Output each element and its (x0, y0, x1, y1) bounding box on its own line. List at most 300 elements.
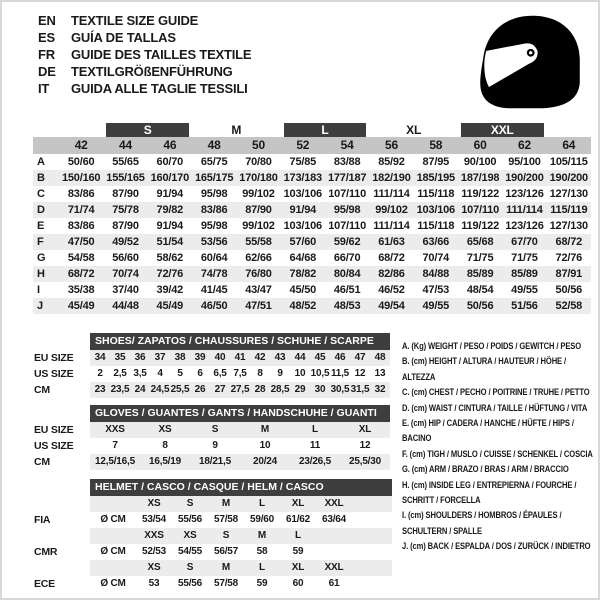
helmet-value: 55/56 (177, 514, 203, 525)
helmet-size-label: L (244, 496, 280, 512)
measure-value: 49/54 (369, 298, 413, 314)
measure-value: 53/56 (192, 234, 236, 250)
measure-value: 35/38 (67, 284, 95, 296)
measure-row-f (33, 234, 591, 250)
helmet-value: 60 (292, 578, 304, 589)
numeric-size: 56 (369, 137, 413, 154)
numeric-size: 42 (59, 137, 103, 154)
row-label: US SIZE (32, 438, 90, 454)
helmet-value: 57/58 (213, 514, 239, 525)
gloves-table-body (32, 405, 390, 470)
value-cell: 3,5 (133, 368, 147, 379)
measure-value: 87/91 (547, 266, 591, 282)
spacer-cell-42 (59, 123, 103, 137)
measure-value: 187/198 (458, 170, 502, 186)
value-cell: 40 (210, 350, 230, 366)
measure-value: 99/102 (242, 188, 275, 200)
value-cell: 18/21,5 (190, 454, 240, 470)
numeric-size: 46 (148, 137, 192, 154)
row-label: US SIZE (32, 366, 90, 382)
legend-item: H. (cm) INSIDE LEG / ENTREPIERNA / FOURCHE / SCHRITT / FORCELLA (402, 479, 577, 507)
measure-value: 115/119 (547, 202, 591, 218)
measure-value: 160/170 (148, 170, 192, 186)
gloves-table (32, 405, 390, 470)
row-label: EU SIZE (32, 350, 90, 366)
measure-value: 85/89 (502, 266, 546, 282)
textile-size-table (33, 123, 591, 314)
measure-value: 87/90 (112, 220, 139, 232)
value-cell: 11 (309, 440, 321, 451)
standard-label: FIA (32, 512, 90, 528)
measure-value: 59/62 (325, 234, 369, 250)
legend-item: E. (cm) HIP / CADERA / HANCHE / HÜFTE / HIPS / BACINO (402, 418, 574, 445)
legend-item: G. (cm) ARM / BRAZO / BRAS / ARM / BRACCIO (402, 464, 569, 476)
diameter-spacer (90, 496, 136, 512)
numeric-size: 64 (547, 137, 591, 154)
measure-value: 65/68 (458, 234, 502, 250)
value-cell: 2,5 (113, 368, 127, 379)
measure-value: 58/62 (156, 252, 184, 264)
measure-value: 72/76 (555, 252, 583, 264)
measure-value: 87/95 (422, 156, 450, 168)
value-cell: 20/24 (240, 454, 290, 470)
measure-value: 67/70 (502, 234, 546, 250)
measure-value: 45/49 (148, 298, 192, 314)
measure-value: 76/80 (236, 266, 280, 282)
helmet-size-label: XS (136, 560, 172, 576)
row-letter: I (37, 284, 40, 296)
language-code: FR (38, 47, 55, 62)
measure-value: 49/55 (414, 298, 458, 314)
measure-value: 65/75 (200, 156, 228, 168)
measure-value: 57/60 (281, 234, 325, 250)
helmet-value: 58 (256, 546, 268, 557)
row-letter: H (33, 266, 59, 282)
helmet-size-label: M (208, 496, 244, 512)
helmet-value (316, 544, 352, 560)
measure-value: 48/53 (325, 298, 369, 314)
language-list (38, 12, 251, 97)
size-row-spacer (32, 496, 90, 512)
measure-value: 78/82 (281, 266, 325, 282)
value-cell: 35 (110, 350, 130, 366)
size-bar-cell-l (281, 123, 370, 137)
helmet-size-label: XL (280, 496, 316, 512)
diameter-label: Ø CM (100, 546, 126, 557)
value-cell: 23,5 (110, 382, 130, 398)
measure-value: 63/66 (414, 234, 458, 250)
legend-item: F. (cm) TIGH / MUSLO / CUISSE / SCHENKEL / COSCIA (402, 448, 593, 460)
value-cell: 24 (130, 382, 150, 398)
measure-value: 46/52 (378, 284, 405, 296)
value-cell: 8 (162, 440, 168, 451)
filler-cell (352, 496, 392, 512)
language-row-fr (38, 46, 251, 63)
helmet-size-label: S (172, 560, 208, 576)
value-cell: 44 (290, 350, 310, 366)
helmet-value: 59 (292, 546, 304, 557)
numeric-size: 54 (325, 137, 369, 154)
value-cell: 7,5 (233, 368, 247, 379)
value-cell: 28 (250, 382, 270, 398)
diameter-spacer (90, 528, 136, 544)
measure-row-j (33, 298, 591, 314)
measure-value: 44/48 (103, 298, 147, 314)
racing-helmet-icon (470, 12, 584, 112)
shoes-table-body (32, 333, 390, 398)
measure-row-a (33, 154, 591, 170)
value-cell: 24,5 (150, 382, 170, 398)
measure-value: 83/86 (67, 188, 95, 200)
helmet-value: 57/58 (213, 578, 239, 589)
helmet-value: 54/55 (177, 546, 203, 557)
value-cell: 9 (277, 368, 283, 379)
value-cell: 10,5 (310, 368, 330, 379)
value-row-us-size (32, 438, 390, 454)
value-cell: 47 (350, 350, 370, 366)
value-cell: 25,5/30 (340, 454, 390, 470)
measure-value: 95/98 (325, 202, 369, 218)
measure-value: 71/74 (59, 202, 103, 218)
measure-value: 83/86 (192, 202, 236, 218)
value-cell: 23/26,5 (290, 454, 340, 470)
measure-value: 56/60 (112, 252, 139, 264)
size-row-fia (32, 496, 392, 512)
language-code: IT (38, 81, 50, 96)
measure-value: 82/86 (369, 266, 413, 282)
measure-value: 103/106 (283, 188, 322, 200)
size-bar-row (33, 123, 591, 137)
value-row-cm (32, 382, 390, 398)
measure-value: 75/85 (289, 156, 317, 168)
spacer-cell-64 (547, 123, 591, 137)
measure-value: 55/65 (112, 156, 139, 168)
measure-value: 48/54 (466, 284, 494, 296)
measure-row-i (33, 282, 591, 298)
measure-value: 165/175 (192, 170, 236, 186)
legend-item: D. (cm) WAIST / CINTURA / TAILLE / HÜFTUNG / VITA (402, 402, 588, 414)
helmet-value: 61 (328, 578, 340, 589)
measure-value: 90/100 (463, 156, 497, 168)
measure-value: 123/126 (505, 220, 544, 232)
measure-value: 45/49 (59, 298, 103, 314)
measure-value: 84/88 (414, 266, 458, 282)
title-row (32, 479, 392, 496)
measure-row-g (33, 250, 591, 266)
measure-value: 62/66 (245, 252, 272, 264)
numeric-size: 60 (458, 137, 502, 154)
measure-value: 111/114 (502, 202, 546, 218)
measure-value: 170/180 (236, 170, 280, 186)
row-letter: G (37, 252, 46, 264)
measure-value: 182/190 (369, 170, 413, 186)
language-row-es (38, 29, 251, 46)
measure-value: 173/183 (281, 170, 325, 186)
title-row (32, 333, 390, 350)
measure-row-d (33, 202, 591, 218)
legend-item: B. (cm) HEIGHT / ALTURA / HAUTEUR / HÖHE / ALTEZZA (402, 356, 566, 383)
textile-size-table-body (33, 123, 591, 314)
helmet-value: 59 (256, 578, 268, 589)
row-label: EU SIZE (32, 422, 90, 438)
measure-value: 155/165 (103, 170, 147, 186)
measure-value: 68/72 (59, 266, 103, 282)
helmet-size-label: XXL (316, 496, 352, 512)
measure-value: 72/76 (148, 266, 192, 282)
helmet-size-label: M (244, 528, 280, 544)
measure-value: 49/55 (511, 284, 538, 296)
value-cell: 5 (177, 368, 183, 379)
value-cell: 6,5 (213, 368, 227, 379)
helmet-size-label: L (280, 528, 316, 544)
language-label: GUIDE DES TAILLES TEXTILE (71, 47, 252, 62)
value-cell: 11,5 (330, 368, 350, 379)
helmet-size-label: XL (280, 560, 316, 576)
size-row-ece (32, 560, 392, 576)
legend-item: I. (cm) SHOULDERS / HOMBROS / ÉPAULES / SCHULTERN / SPALLE (402, 510, 562, 537)
corner-cell (33, 137, 59, 154)
value-cell: 39 (190, 350, 210, 366)
value-cell: 45 (310, 350, 330, 366)
measure-value: 50/60 (67, 156, 95, 168)
value-cell: 42 (250, 350, 270, 366)
measure-value: 79/82 (148, 202, 192, 218)
measure-value: 85/89 (458, 266, 502, 282)
row-letter: E (37, 220, 45, 232)
measure-value: 68/72 (378, 252, 405, 264)
measure-value: 71/75 (511, 252, 538, 264)
filler-cell (352, 560, 392, 576)
numeric-size: 62 (502, 137, 546, 154)
value-cell: 25,5 (170, 382, 190, 398)
measure-value: 115/118 (417, 220, 455, 232)
value-cell: 7 (112, 440, 118, 451)
row-letter: D (33, 202, 59, 218)
value-cell: 6 (197, 368, 203, 379)
value-cell: XS (140, 422, 190, 438)
value-row-eu-size (32, 422, 390, 438)
table-title: SHOES/ ZAPATOS / CHAUSSURES / SCHUHE / SCARPE (90, 333, 390, 350)
measure-value: 50/56 (458, 298, 502, 314)
measure-value: 74/78 (192, 266, 236, 282)
value-cell: 10 (259, 440, 271, 451)
language-row-de (38, 63, 251, 80)
value-cell: 31,5 (350, 382, 370, 398)
size-row-spacer (32, 528, 90, 544)
value-cell: XL (340, 422, 390, 438)
numeric-size: 50 (236, 137, 280, 154)
value-cell: 23 (90, 382, 110, 398)
measure-value: 107/110 (458, 202, 502, 218)
measure-value: 52/58 (547, 298, 591, 314)
measure-value: 95/100 (508, 156, 541, 168)
measure-value: 60/64 (200, 252, 228, 264)
measure-value: 41/45 (200, 284, 228, 296)
measure-value: 83/86 (67, 220, 95, 232)
helmet-value: 55/56 (177, 578, 203, 589)
table-title: HELMET / CASCO / CASQUE / HELM / CASCO (90, 479, 392, 496)
measure-value: 107/110 (328, 220, 367, 232)
language-row-it (38, 80, 251, 97)
value-row-cmr (32, 544, 392, 560)
measure-value: 39/42 (156, 284, 184, 296)
value-cell: 46 (330, 350, 350, 366)
measure-value: 127/130 (549, 220, 588, 232)
title-spacer (32, 479, 90, 496)
value-cell: 8 (257, 368, 263, 379)
measure-value: 75/78 (103, 202, 147, 218)
measure-value: 103/106 (283, 220, 322, 232)
title-spacer (32, 333, 90, 350)
measure-value: 91/94 (156, 220, 184, 232)
row-letter: A (37, 156, 45, 168)
helmet-table-body (32, 479, 392, 592)
measure-value: 95/98 (200, 188, 228, 200)
row-letter: C (37, 188, 45, 200)
value-row-ece (32, 576, 392, 592)
measure-value: 43/47 (245, 284, 272, 296)
language-label: TEXTILGRÖßENFÜHRUNG (71, 64, 233, 79)
filler-cell (352, 544, 392, 560)
legend-item: J. (cm) BACK / ESPALDA / DOS / ZURÜCK / INDIETRO (402, 541, 591, 553)
measure-value: 50/56 (555, 284, 583, 296)
value-cell: 27 (210, 382, 230, 398)
size-label-xl: XL (406, 123, 422, 137)
value-cell: 38 (170, 350, 190, 366)
helmet-size-label: XS (172, 528, 208, 544)
numeric-size: 52 (281, 137, 325, 154)
measure-value: 91/94 (156, 188, 184, 200)
legend-item: A. (Kg) WEIGHT / PESO / POIDS / GEWITCH / PESO (402, 341, 582, 352)
size-label-s: S (106, 123, 189, 137)
numeric-sizes-row (33, 137, 591, 154)
size-bar-cell-xxl (458, 123, 547, 137)
value-cell: M (240, 422, 290, 438)
numeric-size: 48 (192, 137, 236, 154)
numeric-size: 44 (103, 137, 147, 154)
measure-value: 105/115 (549, 156, 588, 168)
measure-value: 66/70 (333, 252, 361, 264)
measure-value: 107/110 (328, 188, 367, 200)
measure-value: 54/58 (67, 252, 95, 264)
size-row-spacer (32, 560, 90, 576)
measure-value: 111/114 (373, 220, 410, 232)
numeric-size: 58 (414, 137, 458, 154)
measure-value: 85/92 (378, 156, 405, 168)
title-spacer (32, 405, 90, 422)
size-bar-cell-s (103, 123, 192, 137)
language-label: GUÍA DE TALLAS (71, 30, 176, 45)
measure-value: 48/52 (281, 298, 325, 314)
value-cell: 28,5 (270, 382, 290, 398)
helmet-table (32, 479, 392, 592)
language-code: DE (38, 64, 56, 79)
measure-row-e (33, 218, 591, 234)
measure-value: 87/90 (236, 202, 280, 218)
measure-value: 70/74 (103, 266, 147, 282)
measure-value: 46/51 (333, 284, 361, 296)
size-bar-cell-xl (369, 123, 458, 137)
value-cell: 27,5 (230, 382, 250, 398)
helmet-value: 53 (148, 578, 160, 589)
row-letter: F (33, 234, 59, 250)
measure-value: 91/94 (281, 202, 325, 218)
value-cell: 30 (310, 382, 330, 398)
helmet-value: 52/53 (141, 546, 167, 557)
language-label: GUIDA ALLE TAGLIE TESSILI (71, 81, 248, 96)
size-label-m: M (231, 123, 242, 137)
value-cell: 12 (359, 440, 371, 451)
value-cell: 41 (230, 350, 250, 366)
helmet-value: 59/60 (249, 514, 275, 525)
language-row-en (38, 12, 251, 29)
helmet-value: 63/64 (321, 514, 347, 525)
measure-value: 47/50 (59, 234, 103, 250)
value-cell: XXS (90, 422, 140, 438)
measure-row-h (33, 266, 591, 282)
value-cell: 32 (370, 382, 390, 398)
value-row-us-size (32, 366, 390, 382)
diameter-label: Ø CM (100, 578, 126, 589)
row-letter: J (33, 298, 59, 314)
size-row-cmr (32, 528, 392, 544)
measure-value: 45/50 (289, 284, 317, 296)
value-cell: 4 (157, 368, 163, 379)
helmet-value: 61/62 (285, 514, 311, 525)
measure-row-b (33, 170, 591, 186)
measure-value: 185/195 (414, 170, 458, 186)
row-label: CM (32, 382, 90, 398)
value-row-eu-size (32, 350, 390, 366)
language-label: TEXTILE SIZE GUIDE (71, 13, 199, 28)
value-row-fia (32, 512, 392, 528)
measure-value: 49/52 (103, 234, 147, 250)
measure-value: 99/102 (242, 220, 275, 232)
diameter-spacer (90, 560, 136, 576)
helmet-size-label: S (208, 528, 244, 544)
legend-item: C. (cm) CHEST / PECHO / POITRINE / TRUHE / PETTO (402, 387, 590, 399)
measure-value: 119/122 (461, 188, 499, 200)
helmet-size-label: XXL (316, 560, 352, 576)
value-cell: 12,5/16,5 (90, 454, 140, 470)
filler-cell (352, 528, 392, 544)
measure-value: 177/187 (325, 170, 369, 186)
filler-cell (352, 576, 392, 592)
measure-value: 103/106 (414, 202, 458, 218)
value-cell: 36 (130, 350, 150, 366)
size-label-l: L (284, 123, 367, 137)
size-bar-cell-m (192, 123, 281, 137)
value-cell: S (190, 422, 240, 438)
title-row (32, 405, 390, 422)
measure-value: 64/68 (289, 252, 317, 264)
measure-value: 70/74 (422, 252, 450, 264)
helmet-size-label: L (244, 560, 280, 576)
language-code: EN (38, 13, 56, 28)
measure-value: 115/118 (417, 188, 455, 200)
measure-value: 68/72 (547, 234, 591, 250)
value-cell: 9 (212, 440, 218, 451)
measure-value: 46/50 (192, 298, 236, 314)
measure-value: 47/53 (422, 284, 450, 296)
value-cell: 34 (90, 350, 110, 366)
measure-value: 61/63 (369, 234, 413, 250)
row-label: CM (32, 454, 90, 470)
filler-cell (352, 512, 392, 528)
measure-value: 83/88 (333, 156, 361, 168)
measure-value: 95/98 (200, 220, 228, 232)
measure-value: 190/200 (547, 170, 591, 186)
